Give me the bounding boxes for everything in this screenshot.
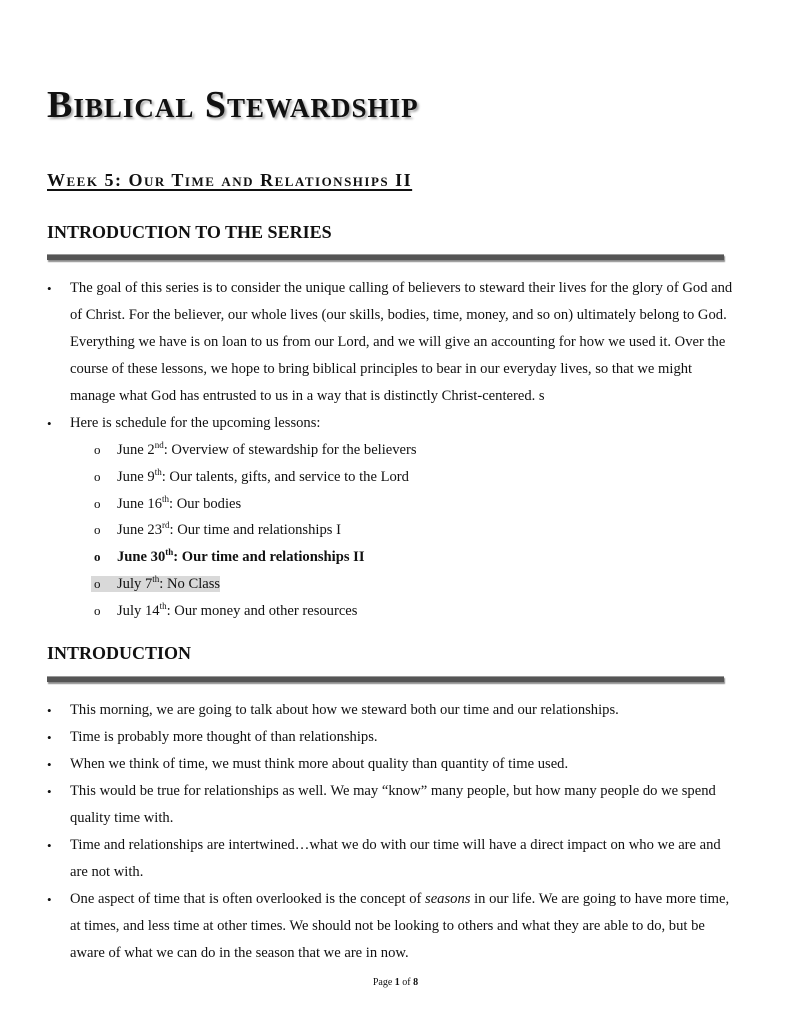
bullet-icon: • xyxy=(47,757,52,772)
list-item xyxy=(0,751,791,778)
bullet-text: When we think of time, we must think more about quality than quantity of time used. xyxy=(70,756,569,772)
circle-bullet-icon: o xyxy=(94,442,101,457)
of-label: of xyxy=(402,977,411,988)
list-item xyxy=(0,275,791,410)
bullet-icon: • xyxy=(47,730,52,745)
bullet-text: Time and relationships are intertwined…what we do with our time will have a direct impact on who we are and are not with. xyxy=(70,837,721,880)
emphasis-text: seasons xyxy=(425,891,471,907)
bullet-text: Here is schedule for the upcoming lessons: xyxy=(70,415,321,431)
series-bullet-list xyxy=(0,275,791,625)
schedule-item: o July 14th: Our money and other resources xyxy=(70,598,741,625)
list-item xyxy=(0,886,791,967)
list-item xyxy=(0,724,791,751)
bullet-text: This morning, we are going to talk about how we steward both our time and our relationships. xyxy=(70,702,619,718)
circle-bullet-icon: o xyxy=(94,575,101,591)
section-heading-series: INTRODUCTION TO THE SERIES xyxy=(47,222,332,242)
introduction-bullet-list xyxy=(0,697,791,967)
schedule-item: o June 9th: Our talents, gifts, and service to the Lord xyxy=(70,464,741,491)
bullet-icon: • xyxy=(47,892,52,907)
bullet-text: This would be true for relationships as well. We may “know” many people, but how many people do we spend quality time with. xyxy=(70,783,716,826)
schedule-item: o June 23rd: Our time and relationships I xyxy=(70,517,741,544)
section-divider xyxy=(47,254,724,260)
schedule-list xyxy=(70,437,741,625)
schedule-item: o June 16th: Our bodies xyxy=(70,491,741,518)
page-total: 8 xyxy=(413,977,419,988)
bullet-text: Time is probably more thought of than relationships. xyxy=(70,729,378,745)
circle-bullet-icon: o xyxy=(94,522,101,538)
circle-bullet-icon: o xyxy=(94,495,101,511)
page-number: 1 xyxy=(394,977,400,988)
section-divider xyxy=(47,676,724,682)
bullet-icon: • xyxy=(47,703,52,718)
highlighted-text: July 7th: No Class xyxy=(91,576,220,592)
bullet-icon: • xyxy=(47,838,52,853)
page-label: Page xyxy=(372,977,393,988)
bullet-icon: • xyxy=(47,281,52,296)
schedule-item: o June 2nd: Overview of stewardship for the believers xyxy=(70,437,741,464)
circle-bullet-icon: o xyxy=(94,602,101,618)
document-title: Biblical Stewardship xyxy=(47,84,419,126)
list-item xyxy=(0,697,791,724)
bullet-icon: • xyxy=(47,416,52,431)
section-heading-introduction: INTRODUCTION xyxy=(47,643,192,663)
schedule-item-current: o June 30th: Our time and relationships II xyxy=(70,544,741,571)
list-item xyxy=(0,410,791,625)
bullet-text-after: in our life. We are going to have more time, at times, and less time at other times. We should not be looking to others and what they are able to do, but be aware of what we can do in the season that we are in now. xyxy=(70,891,730,961)
list-item xyxy=(0,778,791,832)
circle-bullet-icon: o xyxy=(94,468,101,484)
document-subtitle: Week 5: Our Time and Relationships II xyxy=(47,170,413,190)
circle-bullet-icon: o xyxy=(94,549,101,565)
bullet-text: The goal of this series is to consider the unique calling of believers to steward their lives for the glory of God and of Christ. For the believer, our whole lives (our skills, bodies, time, money, and so on) ultimately belong to God. Everything we have is on loan to us from our Lord, and we will give an accounting for how we used it. Over the course of these lessons, we hope to bring biblical principles to bear in our everyday lives, so that we might manage what God has entrusted to us in a way that is distinctly Christ-centered. s xyxy=(70,280,733,404)
page-footer xyxy=(0,977,791,988)
schedule-item-highlighted xyxy=(70,571,741,598)
bullet-text-before: One aspect of time that is often overlooked is the concept of xyxy=(70,891,426,907)
bullet-icon: • xyxy=(47,784,52,799)
list-item xyxy=(0,832,791,886)
